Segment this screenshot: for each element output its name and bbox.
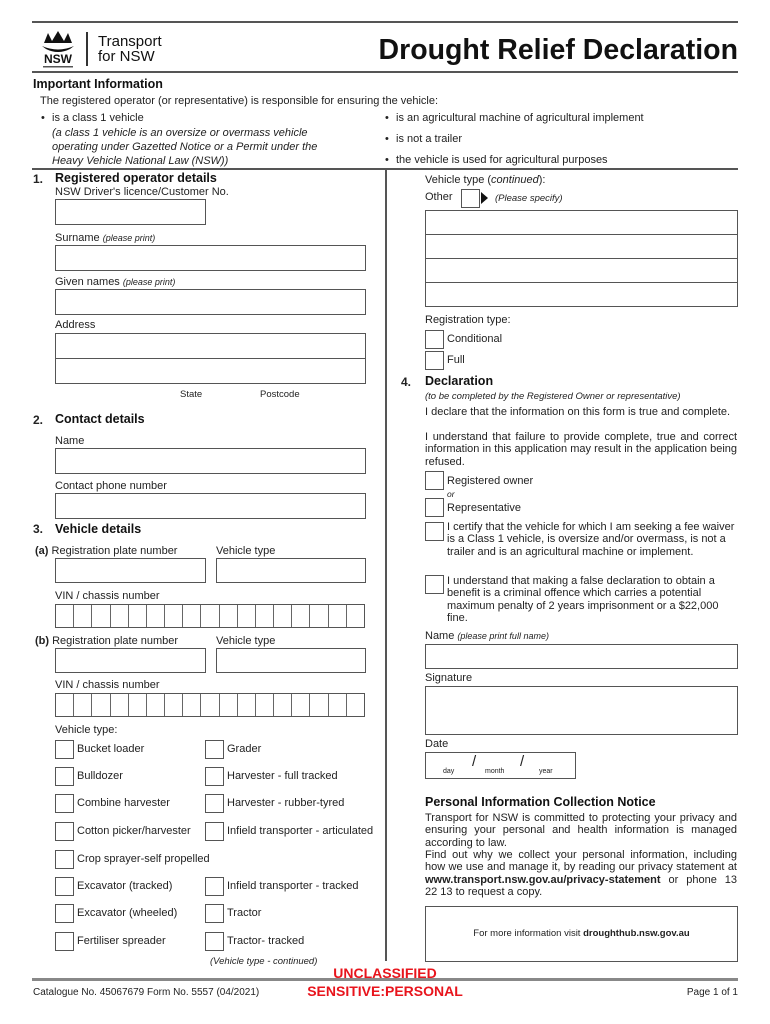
header-rule — [32, 71, 738, 73]
vehicle-type-checkbox[interactable] — [55, 822, 74, 841]
false-declaration-checkbox[interactable] — [425, 575, 444, 594]
declaration-text-2: I understand that failure to provide complete, true and correct information in this application may result in the application being refused. — [425, 431, 737, 468]
text: Find out why we collect your personal information, including how we use and manage it, by reading our privacy statement at — [425, 849, 737, 874]
address-line-2[interactable] — [55, 358, 366, 384]
section-title-contact: Contact details — [55, 412, 145, 426]
important-intro: The registered operator (or representative) is responsible for ensuring the vehicle: — [40, 95, 439, 107]
certify-text: I certify that the vehicle for which I am seeking a fee waiver is a Class 1 vehicle, is oversize and/or overmass, is not a trailer and is an agricultural machine or implement. — [447, 521, 735, 558]
phone-label: Contact phone number — [55, 480, 167, 492]
month-label: month — [485, 768, 505, 775]
date-separator: / — [520, 753, 525, 770]
other-specify-line-2[interactable] — [425, 234, 738, 259]
vehicle-type-checkbox[interactable] — [205, 904, 224, 923]
vehicle-type-checkbox[interactable] — [55, 932, 74, 951]
vehicle-types-label: Vehicle type: — [55, 724, 118, 736]
signature-label: Signature — [425, 672, 473, 684]
vehicle-a-type-input[interactable] — [216, 558, 366, 583]
address-label: Address — [55, 319, 96, 331]
licence-input[interactable] — [55, 199, 206, 225]
other-specify-line-3[interactable] — [425, 258, 738, 283]
class1-note — [52, 126, 317, 168]
agency-name — [98, 34, 162, 64]
more-info-text — [426, 928, 737, 939]
declarant-name-input[interactable] — [425, 644, 738, 669]
label-note: (please print) — [122, 277, 176, 287]
contact-name-label: Name — [55, 435, 85, 447]
full-label: Full — [447, 354, 465, 366]
vehicle-type-checkbox[interactable] — [205, 932, 224, 951]
vehicle-type-checkbox[interactable] — [205, 877, 224, 896]
text: For more information visit — [473, 928, 584, 939]
vehicle-a-reg-label — [35, 545, 177, 557]
year-label: year — [539, 768, 553, 775]
conditional-checkbox[interactable] — [425, 330, 444, 349]
label-text: Vehicle type ( — [425, 174, 492, 186]
vehicle-type-label: Crop sprayer-self propelled — [77, 853, 210, 865]
vehicle-b-type-label: Vehicle type — [216, 635, 276, 647]
vehicle-a-type-label: Vehicle type — [216, 545, 276, 557]
important-heading: Important Information — [33, 77, 163, 91]
section-number: 4. — [401, 375, 412, 389]
classification-sensitive: SENSITIVE:PERSONAL — [307, 983, 463, 999]
classification-unclassified: UNCLASSIFIED — [333, 965, 437, 981]
section-number: 2. — [33, 413, 44, 427]
bullet-agricultural: • is an agricultural machine of agricultural implement — [396, 112, 644, 124]
catalogue-number: Catalogue No. 45067679 Form No. 5557 (04/2021) — [33, 987, 260, 998]
label-text: Given names — [55, 276, 120, 288]
vehicle-b-vin-input[interactable] — [55, 693, 365, 717]
other-label: Other — [425, 191, 453, 203]
vehicle-type-label: Fertiliser spreader — [77, 935, 166, 947]
agency-line: Transport — [98, 33, 162, 50]
vehicle-type-label: Infield transporter - tracked — [227, 880, 359, 892]
section-title-declaration: Declaration — [425, 374, 494, 388]
logo-divider — [86, 32, 88, 66]
please-specify-note: (Please specify) — [495, 193, 563, 204]
full-checkbox[interactable] — [425, 351, 444, 370]
postcode-label: Postcode — [260, 389, 300, 400]
privacy-statement-link[interactable]: www.transport.nsw.gov.au/privacy-statement — [425, 873, 661, 886]
label-italic: continued — [491, 174, 539, 186]
vehicle-type-label: Combine harvester — [77, 797, 170, 809]
vehicle-type-label: Infield transporter - articulated — [227, 825, 374, 837]
vehicle-type-label: Excavator (tracked) — [77, 880, 173, 892]
vehicle-type-checkbox[interactable] — [205, 767, 224, 786]
registration-type-label: Registration type: — [425, 314, 511, 326]
registered-owner-label: Registered owner — [447, 475, 534, 487]
declaration-text-1: I declare that the information on this form is true and complete. — [425, 406, 731, 418]
bullet-class1: • is a class 1 vehicle — [52, 112, 144, 124]
declarant-name-label — [425, 630, 549, 642]
declaration-subtitle: (to be completed by the Registered Owner or representative) — [425, 391, 681, 402]
or-label: or — [447, 489, 455, 499]
vehicle-type-label: Grader — [227, 743, 262, 755]
contact-name-input[interactable] — [55, 448, 366, 474]
vehicle-type-label: Harvester - rubber-tyred — [227, 797, 345, 809]
conditional-label: Conditional — [447, 333, 503, 345]
state-label: State — [180, 389, 203, 400]
other-checkbox[interactable] — [461, 189, 480, 208]
vehicle-type-label: Bulldozer — [77, 770, 123, 782]
agency-line: for NSW — [98, 48, 155, 65]
section-title-vehicle: Vehicle details — [55, 522, 142, 536]
label-text: Registration plate number — [51, 545, 178, 557]
label-text: Surname — [55, 232, 100, 244]
text: or phone 13 22 13 to request a copy. — [425, 873, 737, 898]
svg-text:NSW: NSW — [44, 52, 72, 66]
vehicle-a-vin-label: VIN / chassis number — [55, 590, 160, 602]
vehicle-type-label: Cotton picker/harvester — [77, 825, 191, 837]
address-line-1[interactable] — [55, 333, 366, 359]
column-divider — [385, 169, 387, 961]
vehicle-type-checkbox[interactable] — [55, 740, 74, 759]
certify-checkbox[interactable] — [425, 522, 444, 541]
bullet-not-trailer: • is not a trailer — [396, 133, 462, 145]
droughthub-link[interactable]: droughthub.nsw.gov.au — [583, 928, 690, 939]
vehicle-a-reg-input[interactable] — [55, 558, 206, 583]
vehicle-type-label: Tractor — [227, 907, 262, 919]
other-specify-line-1[interactable] — [425, 210, 738, 235]
more-info-box — [425, 906, 738, 962]
surname-label — [55, 232, 155, 244]
vehicle-a-vin-input[interactable] — [55, 604, 365, 628]
licence-label: NSW Driver's licence/Customer No. — [55, 186, 229, 198]
other-specify-line-4[interactable] — [425, 282, 738, 307]
vehicle-type-checkbox[interactable] — [205, 794, 224, 813]
privacy-text-2 — [425, 849, 737, 898]
vehicle-b-type-input[interactable] — [216, 648, 366, 673]
vehicle-type-continued-label — [425, 174, 546, 186]
vehicle-type-label: Tractor- tracked — [227, 935, 305, 947]
section-number: 1. — [33, 172, 44, 186]
phone-input[interactable] — [55, 493, 366, 519]
false-declaration-text: I understand that making a false declaration to obtain a benefit is a criminal offence which carries a potential maximum penalty of 2 years imprisonment or a $22,000 fine. — [447, 575, 719, 624]
bullet-agri-purposes: • the vehicle is used for agricultural purposes — [396, 154, 608, 166]
item-letter: (a) — [35, 545, 49, 557]
vehicle-type-checkbox[interactable] — [55, 904, 74, 923]
date-input[interactable] — [425, 752, 576, 779]
vehicle-type-checkbox[interactable] — [205, 822, 224, 841]
label-note: (please print full name) — [457, 631, 549, 641]
vehicle-type-checkbox[interactable] — [55, 794, 74, 813]
signature-field[interactable] — [425, 686, 738, 735]
vehicle-type-checkbox[interactable] — [205, 740, 224, 759]
representative-checkbox[interactable] — [425, 498, 444, 517]
label-text: Registration plate number — [52, 635, 179, 647]
item-letter: (b) — [35, 635, 50, 647]
date-separator: / — [472, 753, 477, 770]
vehicle-type-label: Bucket loader — [77, 743, 145, 755]
note-line: Heavy Vehicle National Law (NSW)) — [52, 155, 229, 167]
day-label: day — [443, 768, 455, 775]
vehicle-b-vin-label: VIN / chassis number — [55, 679, 160, 691]
page-number: Page 1 of 1 — [686, 987, 738, 998]
vehicle-b-reg-label — [35, 635, 178, 647]
vehicle-b-reg-input[interactable] — [55, 648, 206, 673]
privacy-text-1: Transport for NSW is committed to protecting your privacy and ensuring your personal and health information is managed according to law. — [425, 812, 737, 849]
vehicle-type-checkbox[interactable] — [55, 877, 74, 896]
section-number: 3. — [33, 522, 44, 536]
label-text: Name — [425, 630, 455, 642]
label-text: ): — [538, 174, 546, 186]
vehicle-type-continued-note: (Vehicle type - continued) — [210, 956, 318, 967]
label-note: (please print) — [102, 233, 156, 243]
top-rule — [32, 21, 738, 23]
given-names-input[interactable] — [55, 289, 366, 315]
representative-label: Representative — [447, 502, 521, 514]
vehicle-type-label: Excavator (wheeled) — [77, 907, 178, 919]
nsw-waratah-logo — [40, 29, 76, 69]
date-label: Date — [425, 738, 449, 750]
vehicle-type-checkbox[interactable] — [55, 850, 74, 869]
privacy-title: Personal Information Collection Notice — [425, 795, 656, 809]
page-title: Drought Relief Declaration — [378, 34, 738, 66]
vehicle-type-label: Harvester - full tracked — [227, 770, 338, 782]
section-title-operator: Registered operator details — [55, 171, 217, 185]
registered-owner-checkbox[interactable] — [425, 471, 444, 490]
note-line: operating under Gazetted Notice or a Permit under the — [52, 141, 318, 153]
note-line: (a class 1 vehicle is an oversize or overmass vehicle — [52, 127, 308, 139]
arrow-right-icon — [481, 192, 488, 204]
surname-input[interactable] — [55, 245, 366, 271]
vehicle-type-checkbox[interactable] — [55, 767, 74, 786]
given-names-label — [55, 276, 175, 288]
